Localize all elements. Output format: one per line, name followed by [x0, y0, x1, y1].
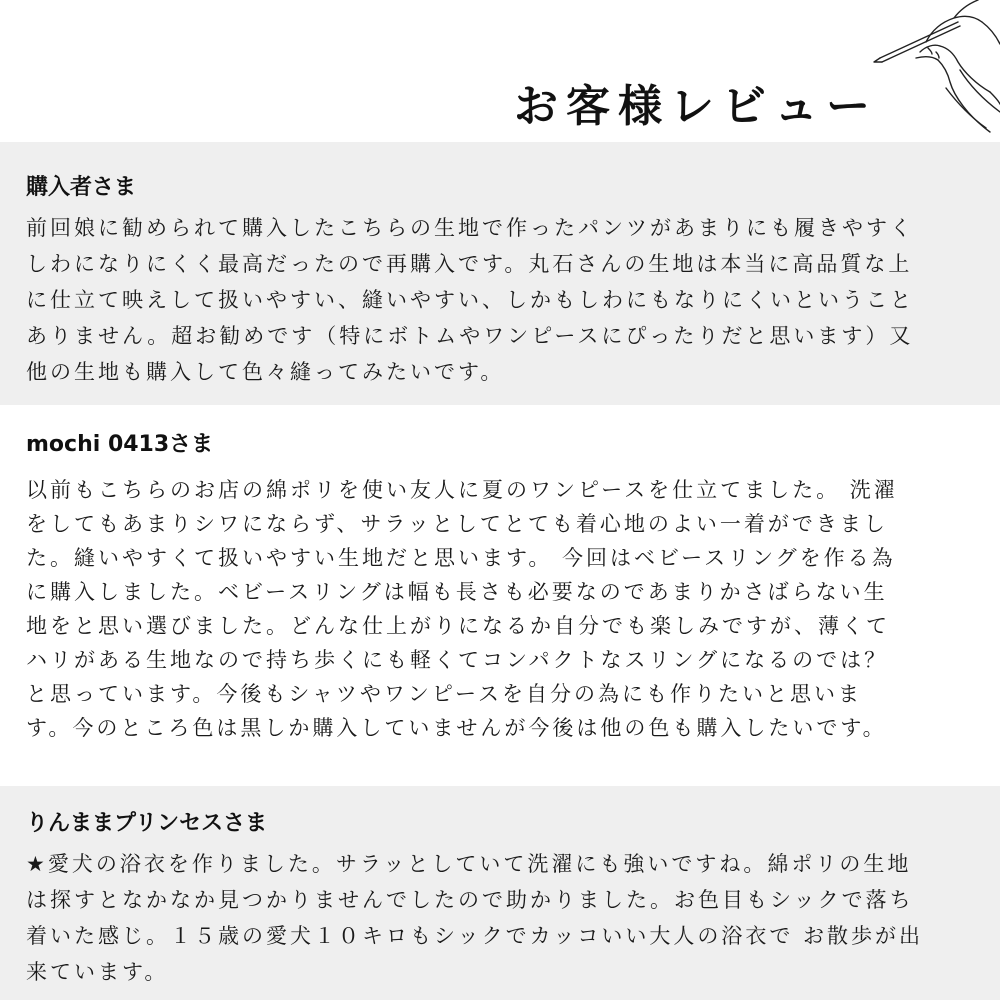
review-text-line: す。今のところ色は黒しか購入していませんが今後は他の色も購入したいです。 — [26, 716, 887, 740]
review-text-line: 地をと思い選びました。どんな仕上がりになるか自分でも楽しみですが、薄くて — [26, 614, 890, 638]
review-card — [0, 142, 1000, 405]
review-card — [0, 786, 1000, 1000]
review-text — [26, 846, 976, 990]
review-text-line: ありません。超お勧めです（特にボトムやワンピースにぴったりだと思います）又 — [26, 324, 914, 348]
review-text-line: 着いた感じ。１５歳の愛犬１０キロもシックでカッコいい大人の浴衣で お散歩が出 — [26, 924, 924, 948]
review-text-line: をしてもあまりシワにならず、サラッとしてとても着心地のよい一着ができまし — [26, 512, 888, 536]
review-text — [26, 473, 976, 745]
page-title: お客様レビュー — [514, 81, 878, 132]
review-text-line: に購入しました。ベビースリングは幅も長さも必要なのであまりかさばらない生 — [26, 580, 888, 604]
review-text — [26, 210, 976, 390]
review-text-line: 他の生地も購入して色々縫ってみたいです。 — [26, 360, 505, 384]
review-text-line: しわになりにくく最高だったので再購入です。丸石さんの生地は本当に高品質な上 — [26, 252, 913, 276]
hand-writing-pen-icon — [840, 0, 1000, 142]
review-text-line: ハリがある生地なので持ち歩くにも軽くてコンパクトなスリングになるのでは？ — [26, 648, 889, 672]
review-text-line: ★愛犬の浴衣を作りました。サラッとしていて洗濯にも強いですね。綿ポリの生地 — [26, 852, 912, 876]
review-text-line: 前回娘に勧められて購入したこちらの生地で作ったパンツがあまりにも履きやすく — [26, 216, 914, 240]
review-text-line: と思っています。今後もシャツやワンピースを自分の為にも作りたいと思いま — [26, 682, 863, 706]
reviewer-name: 購入者さま — [26, 175, 137, 200]
review-text-line: は探すとなかなか見つかりませんでしたので助かりました。お色目もシックで落ち — [26, 888, 914, 912]
review-text-line: た。縫いやすくて扱いやすい生地だと思います。 今回はベビースリングを作る為 — [26, 546, 896, 570]
review-card — [0, 405, 1000, 786]
reviewer-name: りんままプリンセスさま — [26, 811, 268, 836]
review-text-line: に仕立て映えして扱いやすい、縫いやすい、しかもしわにもなりにくいということ — [26, 288, 914, 312]
review-text-line: 来ています。 — [26, 960, 169, 984]
header — [0, 0, 1000, 142]
reviewer-name: mochi 0413さま — [26, 432, 214, 457]
review-text-line: 以前もこちらのお店の綿ポリを使い友人に夏のワンピースを仕立てました。 洗濯 — [26, 478, 898, 502]
